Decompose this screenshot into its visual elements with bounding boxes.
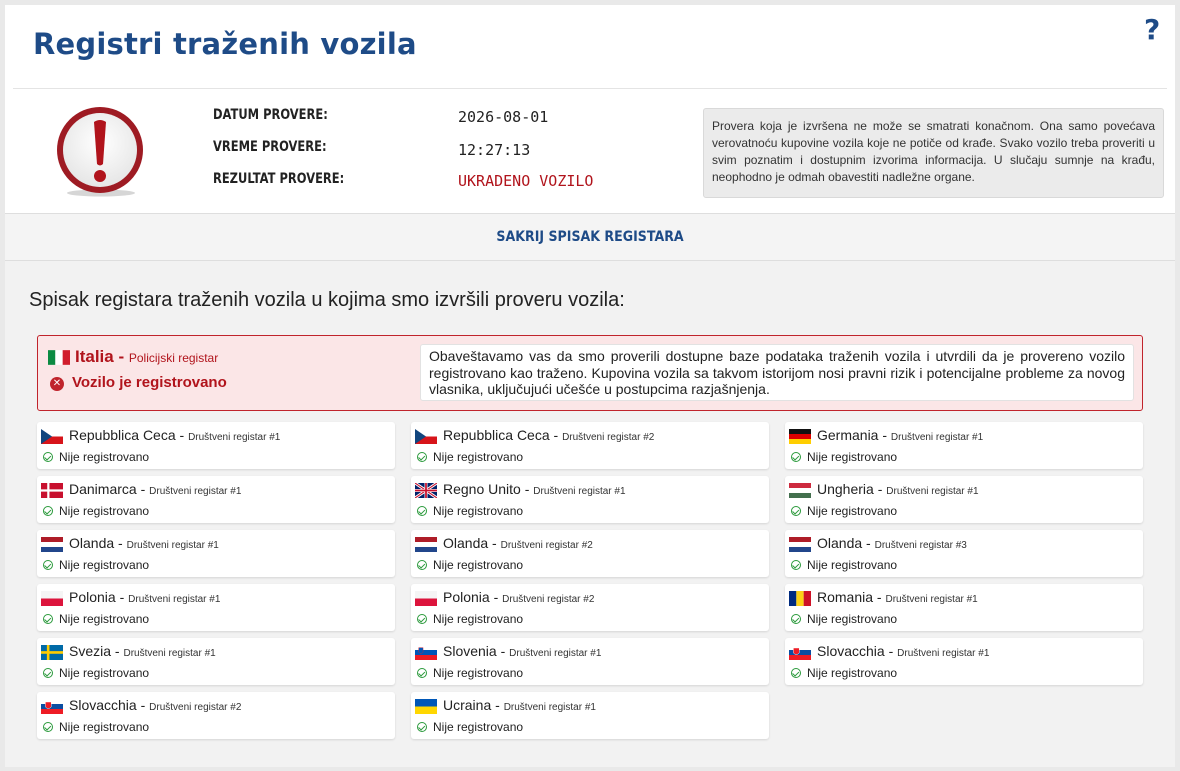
registry-name: Društveni registar #1	[126, 540, 219, 551]
check-circle-icon	[791, 614, 801, 624]
check-circle-icon	[791, 452, 801, 462]
registry-card	[411, 530, 769, 577]
registry-country	[443, 481, 626, 497]
registry-list-title: Spisak registara traženih vozila u kojima smo izvršili proveru vozila:	[29, 289, 625, 311]
registry-status	[417, 666, 523, 680]
status-text: Nije registrovano	[433, 450, 524, 464]
country-name: Ucraina -	[443, 697, 500, 713]
registry-section	[5, 261, 1175, 767]
registry-name: Društveni registar #2	[502, 594, 595, 605]
check-circle-icon	[417, 722, 427, 732]
check-circle-icon	[791, 668, 801, 678]
registry-status	[791, 558, 897, 572]
registry-status	[43, 504, 149, 518]
country-name: Polonia -	[69, 589, 125, 605]
registry-card	[411, 476, 769, 523]
registry-card	[785, 476, 1143, 523]
country-name: Romania -	[817, 589, 882, 605]
flag-nl-icon	[789, 537, 811, 552]
registry-card	[411, 638, 769, 685]
status-text: Nije registrovano	[433, 504, 524, 518]
flag-ua-icon	[415, 699, 437, 714]
registry-country	[75, 347, 218, 367]
check-circle-icon	[43, 560, 53, 570]
registry-card	[37, 476, 395, 523]
flag-hu-icon	[789, 483, 811, 498]
registry-card	[411, 584, 769, 631]
time-label: VREME PROVERE:	[213, 139, 327, 155]
alert-icon	[54, 105, 146, 197]
flag-pl-icon	[41, 591, 63, 606]
registry-status	[791, 504, 897, 518]
registry-name: Društveni registar #1	[188, 432, 281, 443]
registry-name: Društveni registar #1	[533, 486, 626, 497]
registry-country	[443, 643, 601, 659]
registry-country	[69, 481, 241, 497]
registry-status	[791, 450, 897, 464]
registry-name: Društveni registar #1	[509, 648, 602, 659]
registry-name: Društveni registar #1	[503, 702, 596, 713]
status-text: Vozilo je registrovano	[72, 374, 227, 391]
divider	[13, 88, 1167, 89]
country-name: Polonia -	[443, 589, 499, 605]
registry-country	[69, 535, 219, 551]
result-value: UKRADENO VOZILO	[458, 172, 594, 190]
country-name: Repubblica Ceca -	[443, 427, 559, 443]
registry-country	[443, 697, 596, 713]
registry-match-alert	[37, 335, 1143, 411]
registry-status	[43, 612, 149, 626]
status-text: Nije registrovano	[807, 504, 898, 518]
country-name: Regno Unito -	[443, 481, 530, 497]
check-circle-icon	[417, 614, 427, 624]
country-name: Slovacchia -	[817, 643, 894, 659]
country-name: Danimarca -	[69, 481, 146, 497]
country-name: Olanda -	[69, 535, 123, 551]
check-circle-icon	[417, 560, 427, 570]
country-name: Olanda -	[817, 535, 871, 551]
time-value: 12:27:13	[458, 141, 531, 159]
flag-sk-icon	[41, 699, 63, 714]
registry-country	[443, 427, 654, 443]
registry-card	[411, 422, 769, 469]
check-circle-icon	[43, 614, 53, 624]
registry-name: Društveni registar #1	[885, 594, 978, 605]
date-value: 2026-08-01	[458, 108, 549, 126]
flag-pl-icon	[415, 591, 437, 606]
flag-sk-icon	[789, 645, 811, 660]
flag-nl-icon	[41, 537, 63, 552]
registry-name: Društveni registar #1	[897, 648, 990, 659]
status-text: Nije registrovano	[59, 558, 150, 572]
flag-dk-icon	[41, 483, 63, 498]
country-name: Germania -	[817, 427, 888, 443]
check-circle-icon	[417, 452, 427, 462]
registry-country	[443, 535, 593, 551]
country-name: Svezia -	[69, 643, 120, 659]
check-circle-icon	[43, 506, 53, 516]
registry-status	[43, 558, 149, 572]
registry-match-message: Obaveštavamo vas da smo proverili dostupne baze podataka traženih vozila i utvrdili da je provereno vozilo registrovano kao traženo. Kupovina vozila sa takvom istorijom nosi pravni rizik i potencijalne probleme za novog vlasnika, uključujući učešće u postupcima razjašnjenja.	[420, 344, 1134, 401]
flag-nl-icon	[415, 537, 437, 552]
registry-name: Društveni registar #2	[562, 432, 655, 443]
status-text: Nije registrovano	[59, 720, 150, 734]
registry-card	[411, 692, 769, 739]
registry-name: Društveni registar #1	[149, 486, 242, 497]
result-label: REZULTAT PROVERE:	[213, 171, 345, 187]
country-name: Italia -	[75, 347, 125, 366]
registry-status	[417, 612, 523, 626]
check-circle-icon	[43, 722, 53, 732]
check-circle-icon	[43, 668, 53, 678]
status-text: Nije registrovano	[807, 612, 898, 626]
check-circle-icon	[417, 506, 427, 516]
country-name: Repubblica Ceca -	[69, 427, 185, 443]
registry-country	[69, 589, 220, 605]
status-text: Nije registrovano	[59, 666, 150, 680]
country-name: Slovenia -	[443, 643, 506, 659]
registry-name: Društveni registar #1	[890, 432, 984, 443]
status-text: Nije registrovano	[59, 450, 150, 464]
registry-country	[443, 589, 594, 605]
main-card	[5, 5, 1175, 767]
status-text: Nije registrovano	[433, 612, 524, 626]
status-text: Nije registrovano	[807, 666, 898, 680]
check-circle-icon	[791, 506, 801, 516]
registry-card	[37, 638, 395, 685]
registry-country	[817, 643, 989, 659]
status-text: Nije registrovano	[807, 558, 898, 572]
flag-si-icon	[415, 645, 437, 660]
registry-country	[817, 589, 978, 605]
registry-country	[817, 535, 967, 551]
status-text: Nije registrovano	[433, 558, 524, 572]
date-label: DATUM PROVERE:	[213, 107, 328, 123]
registry-name: Društveni registar #1	[886, 486, 979, 497]
registry-card	[37, 530, 395, 577]
flag-de-icon	[789, 429, 811, 444]
registry-status	[43, 450, 149, 464]
disclaimer-note: Provera koja je izvršena ne može se smatrati konačnom. Ona samo povećava verovatnoću kupovine vozila koje ne potiče od krađe. Svako vozilo treba proveriti u svim poznatim i dostupnim izvorima informacija. U slučaju sumnje na krađu, neophodno je odmah obavestiti nadležne organe.	[703, 108, 1164, 198]
registry-status	[791, 612, 897, 626]
registry-status	[43, 720, 149, 734]
status-text: Nije registrovano	[59, 612, 150, 626]
help-icon[interactable]: ?	[1144, 13, 1161, 46]
check-circle-icon	[791, 560, 801, 570]
registry-country	[69, 427, 280, 443]
page-title: Registri traženih vozila	[33, 27, 417, 61]
check-circle-icon	[43, 452, 53, 462]
country-name: Olanda -	[443, 535, 497, 551]
flag-cz-icon	[41, 429, 63, 444]
registry-name: Društveni registar #1	[128, 594, 221, 605]
error-icon: ✕	[50, 377, 64, 391]
registry-status	[417, 558, 523, 572]
registry-card	[785, 530, 1143, 577]
registry-name: Policijski registar	[128, 351, 219, 365]
status-text: Nije registrovano	[807, 450, 898, 464]
registry-status	[417, 720, 523, 734]
registry-status	[791, 666, 897, 680]
registry-name: Društveni registar #2	[500, 540, 593, 551]
status-text: Nije registrovano	[59, 504, 150, 518]
country-name: Slovacchia -	[69, 697, 146, 713]
registry-country	[817, 481, 979, 497]
status-text: Nije registrovano	[433, 720, 524, 734]
toggle-label: SAKRIJ SPISAK REGISTARA	[496, 229, 684, 245]
flag-cz-icon	[415, 429, 437, 444]
registry-card	[785, 422, 1143, 469]
registry-status	[43, 666, 149, 680]
registry-card	[37, 422, 395, 469]
flag-gb-icon	[415, 483, 437, 498]
registry-status	[417, 450, 523, 464]
status-text: Nije registrovano	[433, 666, 524, 680]
registry-name: Društveni registar #2	[149, 702, 242, 713]
registry-country	[817, 427, 983, 443]
registry-card	[785, 584, 1143, 631]
registry-card	[785, 638, 1143, 685]
registry-name: Društveni registar #1	[123, 648, 216, 659]
registry-country	[69, 643, 216, 659]
country-name: Ungheria -	[817, 481, 883, 497]
toggle-registry-list-button[interactable]	[5, 213, 1175, 261]
registry-name: Društveni registar #3	[874, 540, 967, 551]
registry-status	[50, 374, 227, 391]
check-circle-icon	[417, 668, 427, 678]
registry-country	[69, 697, 241, 713]
flag-ro-icon	[789, 591, 811, 606]
flag-it-icon	[48, 350, 70, 365]
registry-status	[417, 504, 523, 518]
registry-card	[37, 692, 395, 739]
flag-se-icon	[41, 645, 63, 660]
registry-card	[37, 584, 395, 631]
